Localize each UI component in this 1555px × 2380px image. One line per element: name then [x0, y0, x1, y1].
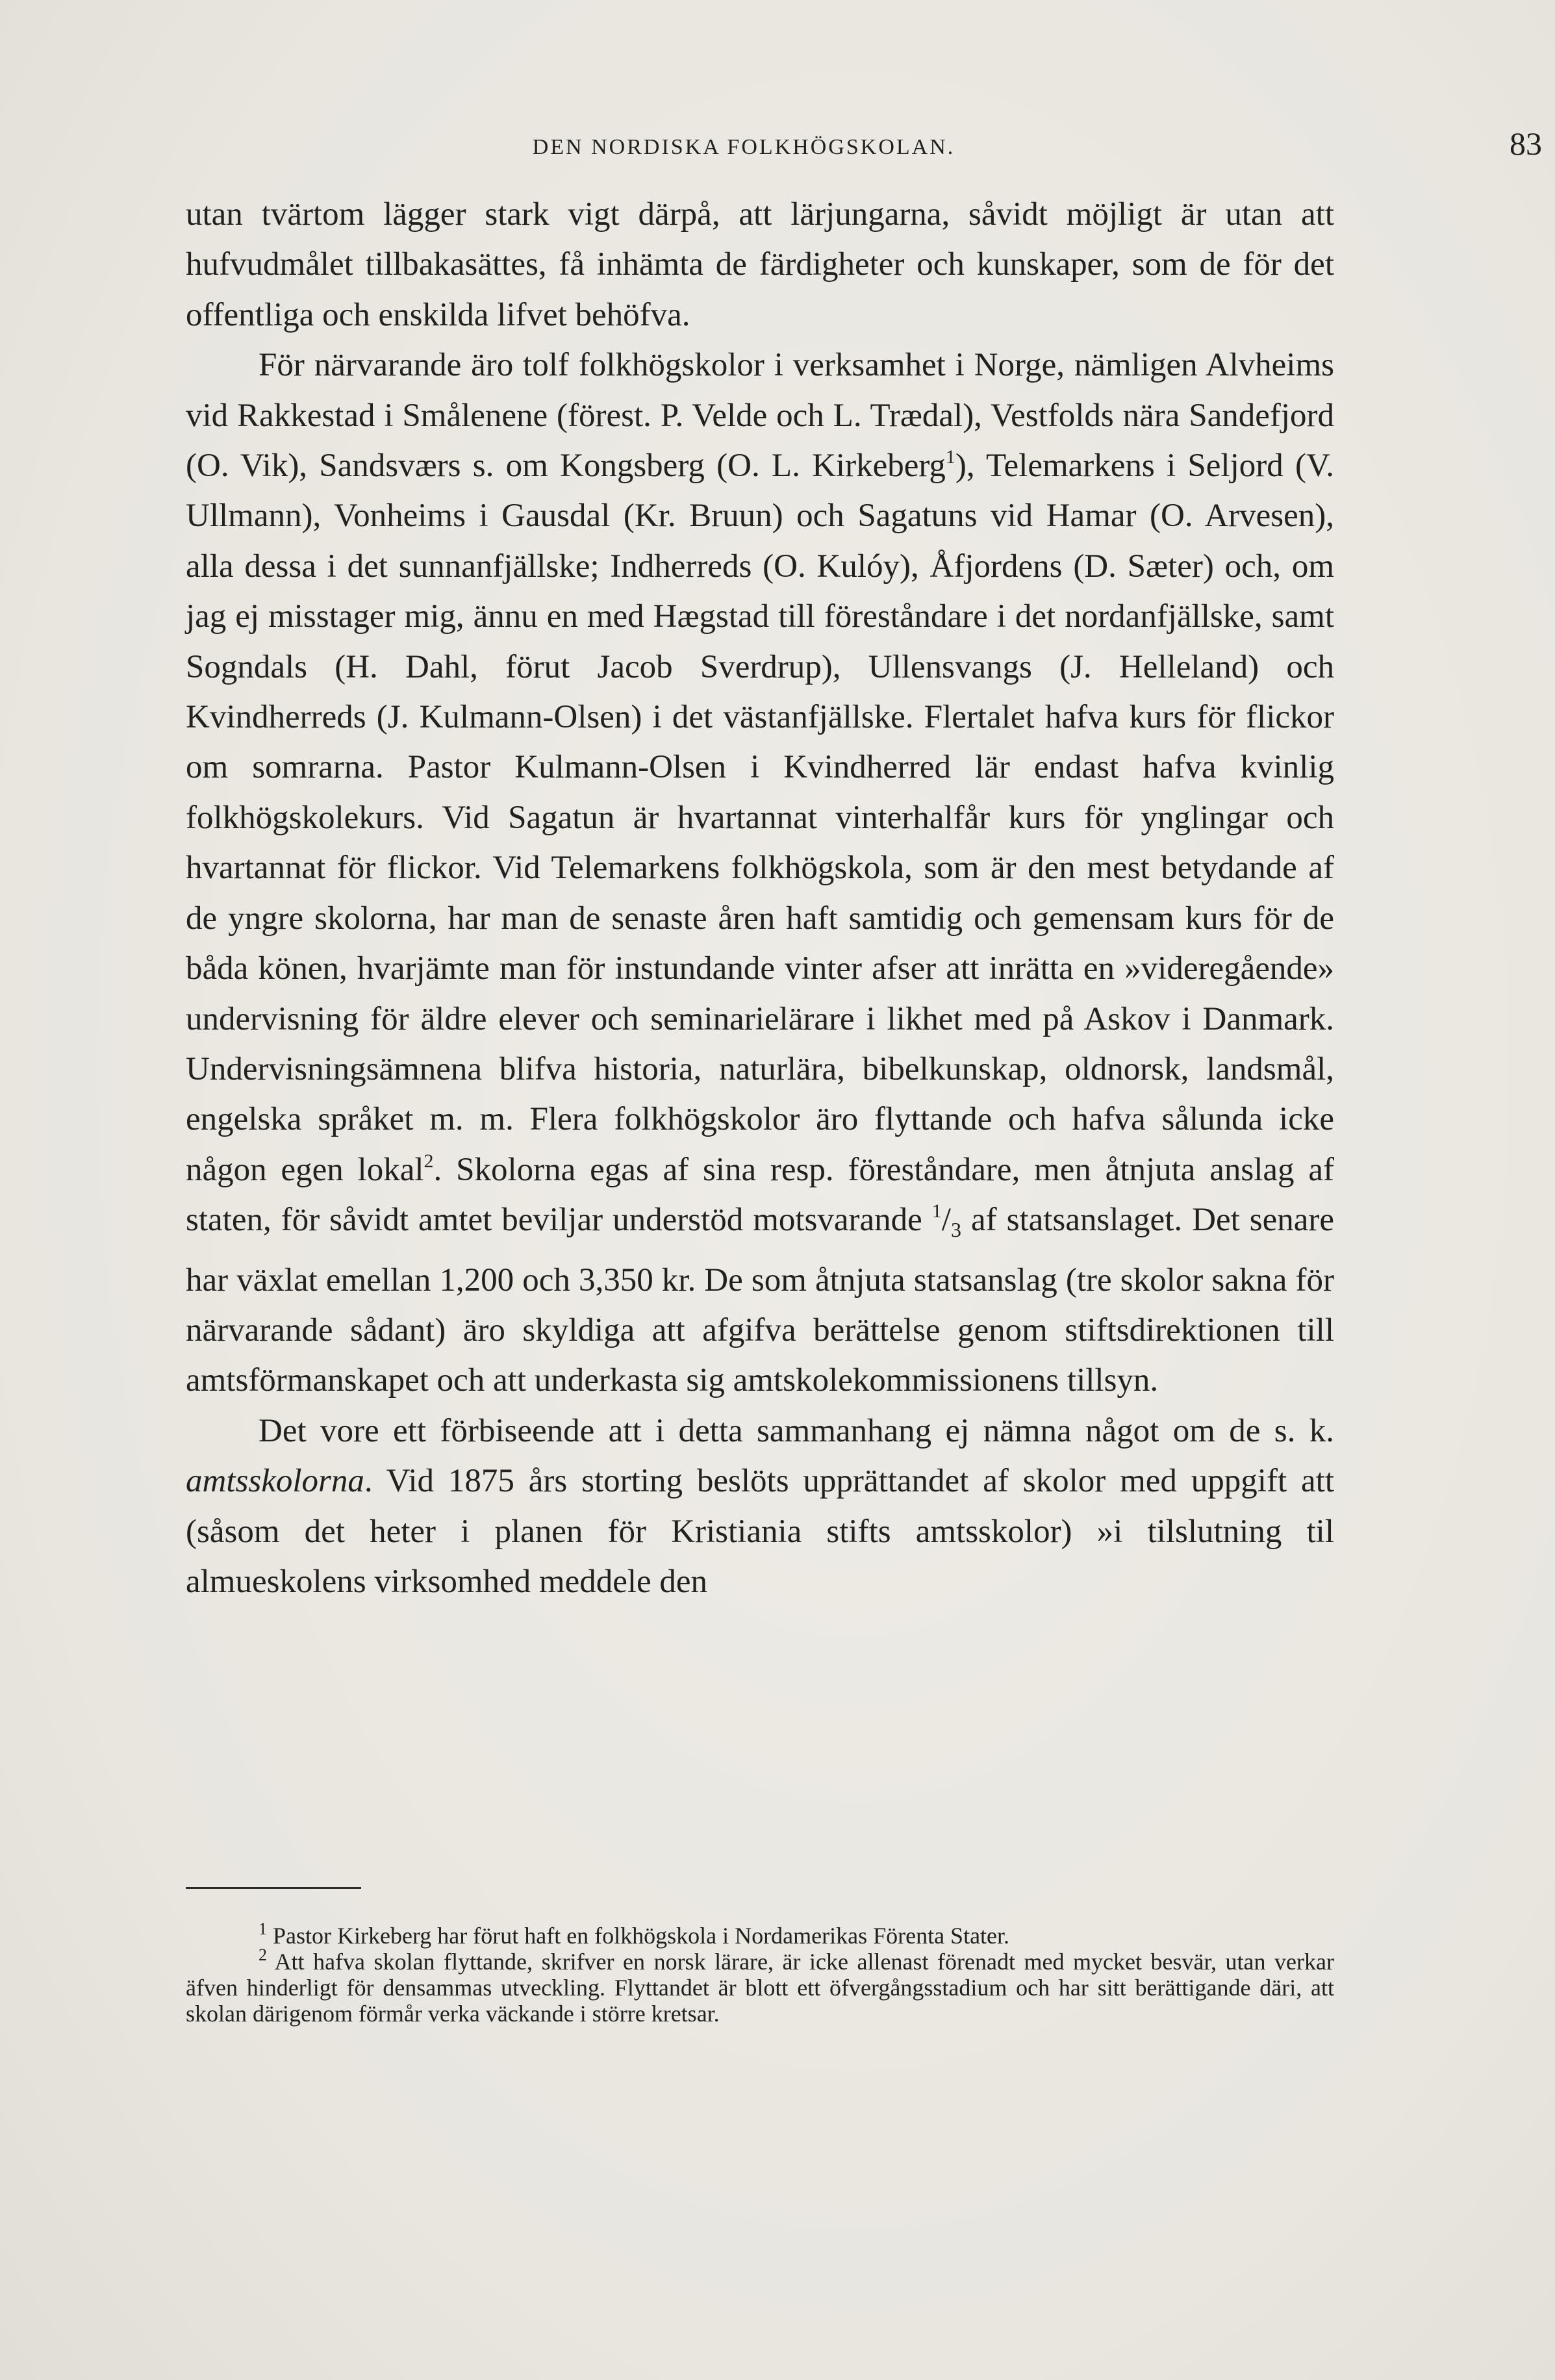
paragraph-2-text-d: af statsanslaget. Det senare har växlat emellan 1,200 och 3,350 kr. De som åtnjuta statsanslag (tre skolor sakna för närvarande sådant) äro skyldiga att afgifva berättelse genom stiftsdirektionen till amtsförmanskapet och att underkasta sig amtskolekommissionens tillsyn.: [186, 1202, 1334, 1399]
paragraph-3-emphasis: amtsskolorna: [186, 1463, 364, 1500]
footnote-1: [186, 1919, 1334, 1949]
page-number: 83: [1510, 125, 1542, 162]
footnote-2: [186, 1945, 1334, 2027]
paragraph-3-text-b: . Vid 1875 års storting beslöts upprättandet af skolor med uppgift att (såsom det heter i planen för Kristiania stifts amtsskolor) »i tilslutning til almueskolens virksomhed meddele den: [186, 1463, 1334, 1600]
footnote-1-text: Pastor Kirkeberg har förut haft en folkhögskola i Nordamerikas Förenta Stater.: [267, 1923, 1010, 1949]
footnote-2-mark: 2: [259, 1945, 267, 1964]
paragraph-3: [186, 1406, 1334, 1608]
paragraph-1-text: utan tvärtom lägger stark vigt därpå, att lärjungarna, såvidt möjligt är utan att hufvudmålet tillbakasättes, få inhämta de färdigheter och kunskaper, som de för det offentliga och enskilda lifvet behöfva.: [186, 196, 1334, 333]
footnote-ref-2: 2: [424, 1150, 434, 1172]
paragraph-3-text-a: Det vore ett förbiseende att i detta sammanhang ej nämna något om de s. k.: [259, 1412, 1334, 1449]
body-text: [186, 190, 1334, 1607]
footnote-rule: [186, 1887, 361, 1889]
footnote-1-mark: 1: [259, 1919, 267, 1938]
footnote-2-text: Att hafva skolan flyttande, skrifver en norsk lärare, är icke allenast förenadt med mycket besvär, utan verkar äfven hinderligt för densammas utveckling. Flyttandet är blott ett öfvergångsstadium och har sitt berättigande däri, att skolan därigenom förmår verka väckande i större kretsar.: [186, 1949, 1334, 2027]
page-header: [186, 125, 1542, 164]
fraction-denominator: 3: [950, 1218, 961, 1242]
fraction-slash: /: [941, 1202, 951, 1239]
paragraph-2-text-a: För närvarande äro tolf folkhögskolor i verksamhet i Norge, nämligen Alvheims vid Rakkestad i Smålenene (förest. P. Velde och L. Trædal), Vestfolds nära Sandefjord (O. Vik), Sandsværs s. om Kongsberg (O. L. Kirkeberg: [186, 347, 1334, 485]
running-title: DEN NORDISKA FOLKHÖGSKOLAN.: [532, 135, 955, 159]
footnotes: [186, 1919, 1334, 2027]
paragraph-1: [186, 190, 1334, 340]
paragraph-2: [186, 340, 1334, 1406]
paragraph-2-text-c: . Skolorna egas af sina resp. föreståndare, men åtnjuta anslag af staten, för såvidt amtet beviljar understöd motsvarande: [186, 1151, 1334, 1239]
fraction-numerator: 1: [931, 1200, 942, 1222]
paragraph-2-text-b: ), Telemarkens i Seljord (V. Ullmann), Vonheims i Gausdal (Kr. Bruun) och Sagatuns vid Hamar (O. Arvesen), alla dessa i det sunnanfjällske; Indherreds (O. Kulóy), Åfjordens (D. Sæter) och, om jag ej misstager mig, ännu en med Hægstad till föreståndare i det nordanfjällske, samt Sogndals (H. Dahl, förut Jacob Sverdrup), Ullensvangs (J. Helleland) och Kvindherreds (J. Kulmann-Olsen) i det västanfjällske. Flertalet hafva kurs för flickor om somrarna. Pastor Kulmann-Olsen i Kvindherred lär endast hafva kvinlig folkhögskolekurs. Vid Sagatun är hvartannat vinterhalfår kurs för ynglingar och hvartannat för flickor. Vid Telemarkens folkhögskola, som är den mest betydande af de yngre skolorna, har man de senaste åren haft samtidig och gemensam kurs för de båda könen, hvarjämte man för instundande vinter afser att inrätta en »videregående» undervisning för äldre elever och seminarielärare i likhet med på Askov i Danmark. Undervisningsämnena blifva historia, naturlära, bibelkunskap, oldnorsk, landsmål, engelska språket m. m. Flera folkhögskolor äro flyttande och hafva sålunda icke någon egen lokal: [186, 448, 1334, 1188]
footnote-ref-1: 1: [945, 446, 955, 468]
